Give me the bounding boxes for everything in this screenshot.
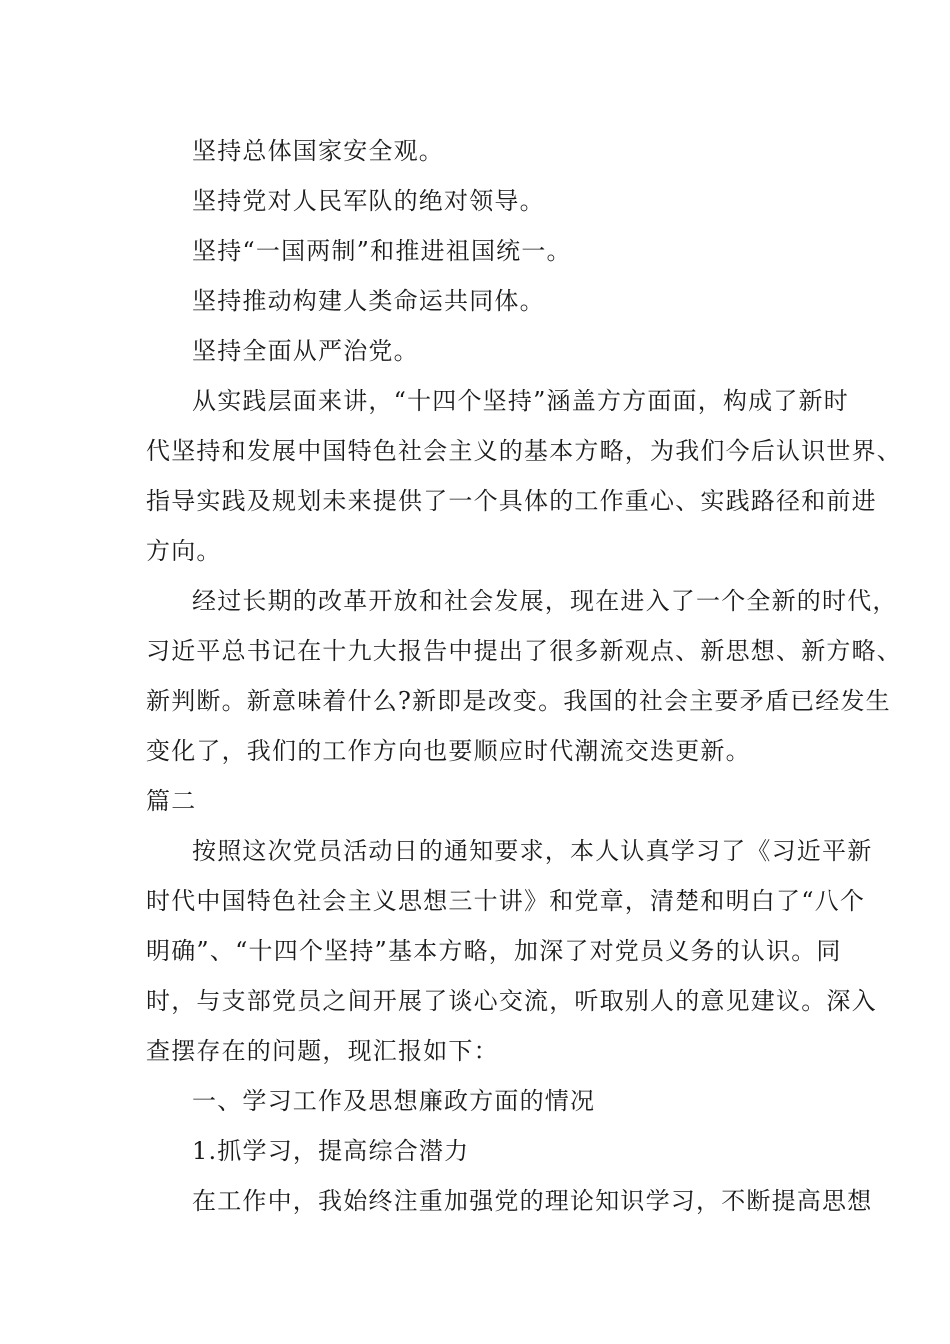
paragraph-line: 代坚持和发展中国特色社会主义的基本方略，为我们今后认识世界、	[146, 437, 902, 465]
paragraph-line: 按照这次党员活动日的通知要求，本人认真学习了《习近平新	[192, 837, 873, 865]
subheading: 1.抓学习，提高综合潜力	[192, 1137, 470, 1165]
paragraph-line: 新判断。新意味着什么?新即是改变。我国的社会主要矛盾已经发生	[146, 687, 891, 715]
paragraph-line: 明确”、“十四个坚持”基本方略，加深了对党员义务的认识。同	[146, 937, 842, 965]
text-line: 坚持推动构建人类命运共同体。	[192, 287, 545, 315]
paragraph-line: 查摆存在的问题，现汇报如下：	[146, 1037, 499, 1065]
text-line: 坚持全面从严治党。	[192, 337, 419, 365]
paragraph-line: 变化了，我们的工作方向也要顺应时代潮流交迭更新。	[146, 737, 751, 765]
paragraph-line: 经过长期的改革开放和社会发展，现在进入了一个全新的时代，	[192, 587, 898, 615]
section-heading: 篇二	[146, 787, 197, 815]
text-line: 坚持“一国两制”和推进祖国统一。	[192, 237, 572, 265]
subheading: 一、学习工作及思想廉政方面的情况	[192, 1087, 596, 1115]
paragraph-line: 从实践层面来讲，“十四个坚持”涵盖方方面面，构成了新时	[192, 387, 849, 415]
paragraph-line: 在工作中，我始终注重加强党的理论知识学习，不断提高思想	[192, 1187, 873, 1215]
paragraph-line: 时，与支部党员之间开展了谈心交流，听取别人的意见建议。深入	[146, 987, 877, 1015]
paragraph-line: 指导实践及规划未来提供了一个具体的工作重心、实践路径和前进	[146, 487, 877, 515]
paragraph-line: 时代中国特色社会主义思想三十讲》和党章，清楚和明白了“八个	[146, 887, 866, 915]
text-line: 坚持总体国家安全观。	[192, 137, 444, 165]
text-line: 坚持党对人民军队的绝对领导。	[192, 187, 545, 215]
paragraph-line: 方向。	[146, 537, 222, 565]
paragraph-line: 习近平总书记在十九大报告中提出了很多新观点、新思想、新方略、	[146, 637, 902, 665]
